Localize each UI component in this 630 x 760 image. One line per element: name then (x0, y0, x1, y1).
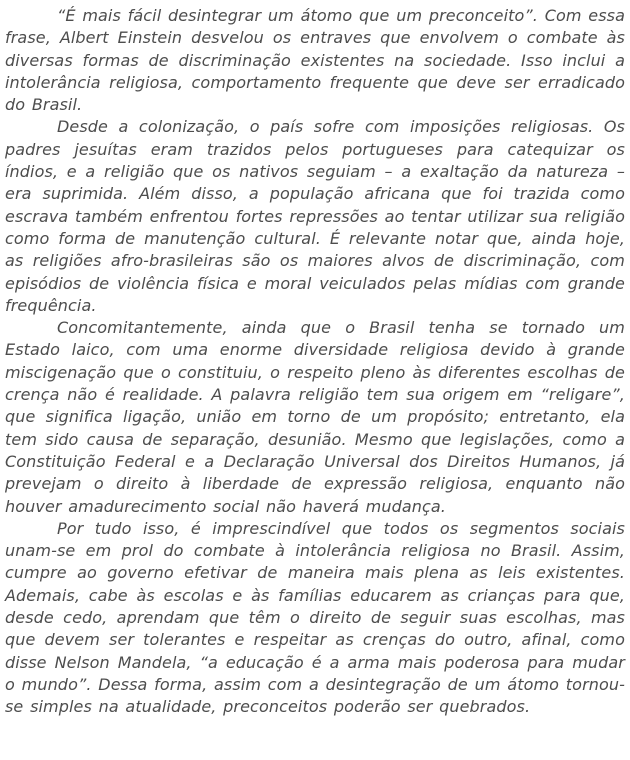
essay-body (5, 5, 625, 719)
essay-paragraph-intro: “É mais fácil desintegrar um átomo que um preconceito”. Com essa frase, Albert Einstein desvelou os entraves que envolvem o combate às diversas formas de discriminação existentes na sociedade. Isso inclui a intolerância religiosa, comportamento frequente que deve ser erradicado do Brasil. (5, 6, 625, 115)
essay-paragraph-conclusion: Por tudo isso, é imprescindível que todos os segmentos sociais unam-se em prol do combate à intolerância religiosa no Brasil. Assim, cumpre ao governo efetivar de maneira mais plena as leis existentes. Ademais, cabe às escolas e às famílias educarem as crianças para que, desde cedo, aprendam que têm o direito de seguir suas escolhas, mas que devem ser tolerantes e respeitar as crenças do outro, afinal, como disse Nelson Mandela, “a educação é a arma mais poderosa para mudar o mundo”. Dessa forma, assim com a desintegração de um átomo tornou-se simples na atualidade, preconceitos poderão ser quebrados. (5, 518, 625, 717)
essay-paragraph-current-context: Concomitantemente, ainda que o Brasil tenha se tornado um Estado laico, com uma enorme diversidade religiosa devido à grande miscigenação que o constituiu, o respeito pleno às diferentes escolhas de crença não é realidade. A palavra religião tem sua origem em “religare”, que significa ligação, união em torno de um propósito; entretanto, ela tem sido causa de separação, desunião. Mesmo que legislações, como a Constituição Federal e a Declaração Universal dos Direitos Humanos, já prevejam o direito à liberdade de expressão religiosa, enquanto não houver amadurecimento social não haverá mudança. (5, 318, 625, 516)
essay-paragraph-historical-context: Desde a colonização, o país sofre com imposições religiosas. Os padres jesuítas eram trazidos pelos portugueses para catequizar os índios, e a religião que os nativos seguiam – a exaltação da natureza – era suprimida. Além disso, a população africana que foi trazida como escrava também enfrentou fortes repressões ao tentar utilizar sua religião como forma de manutenção cultural. É relevante notar que, ainda hoje, as religiões afro-brasileiras são os maiores alvos de discriminação, com episódios de violência física e moral veiculados pelas mídias com grande frequência. (5, 117, 625, 315)
